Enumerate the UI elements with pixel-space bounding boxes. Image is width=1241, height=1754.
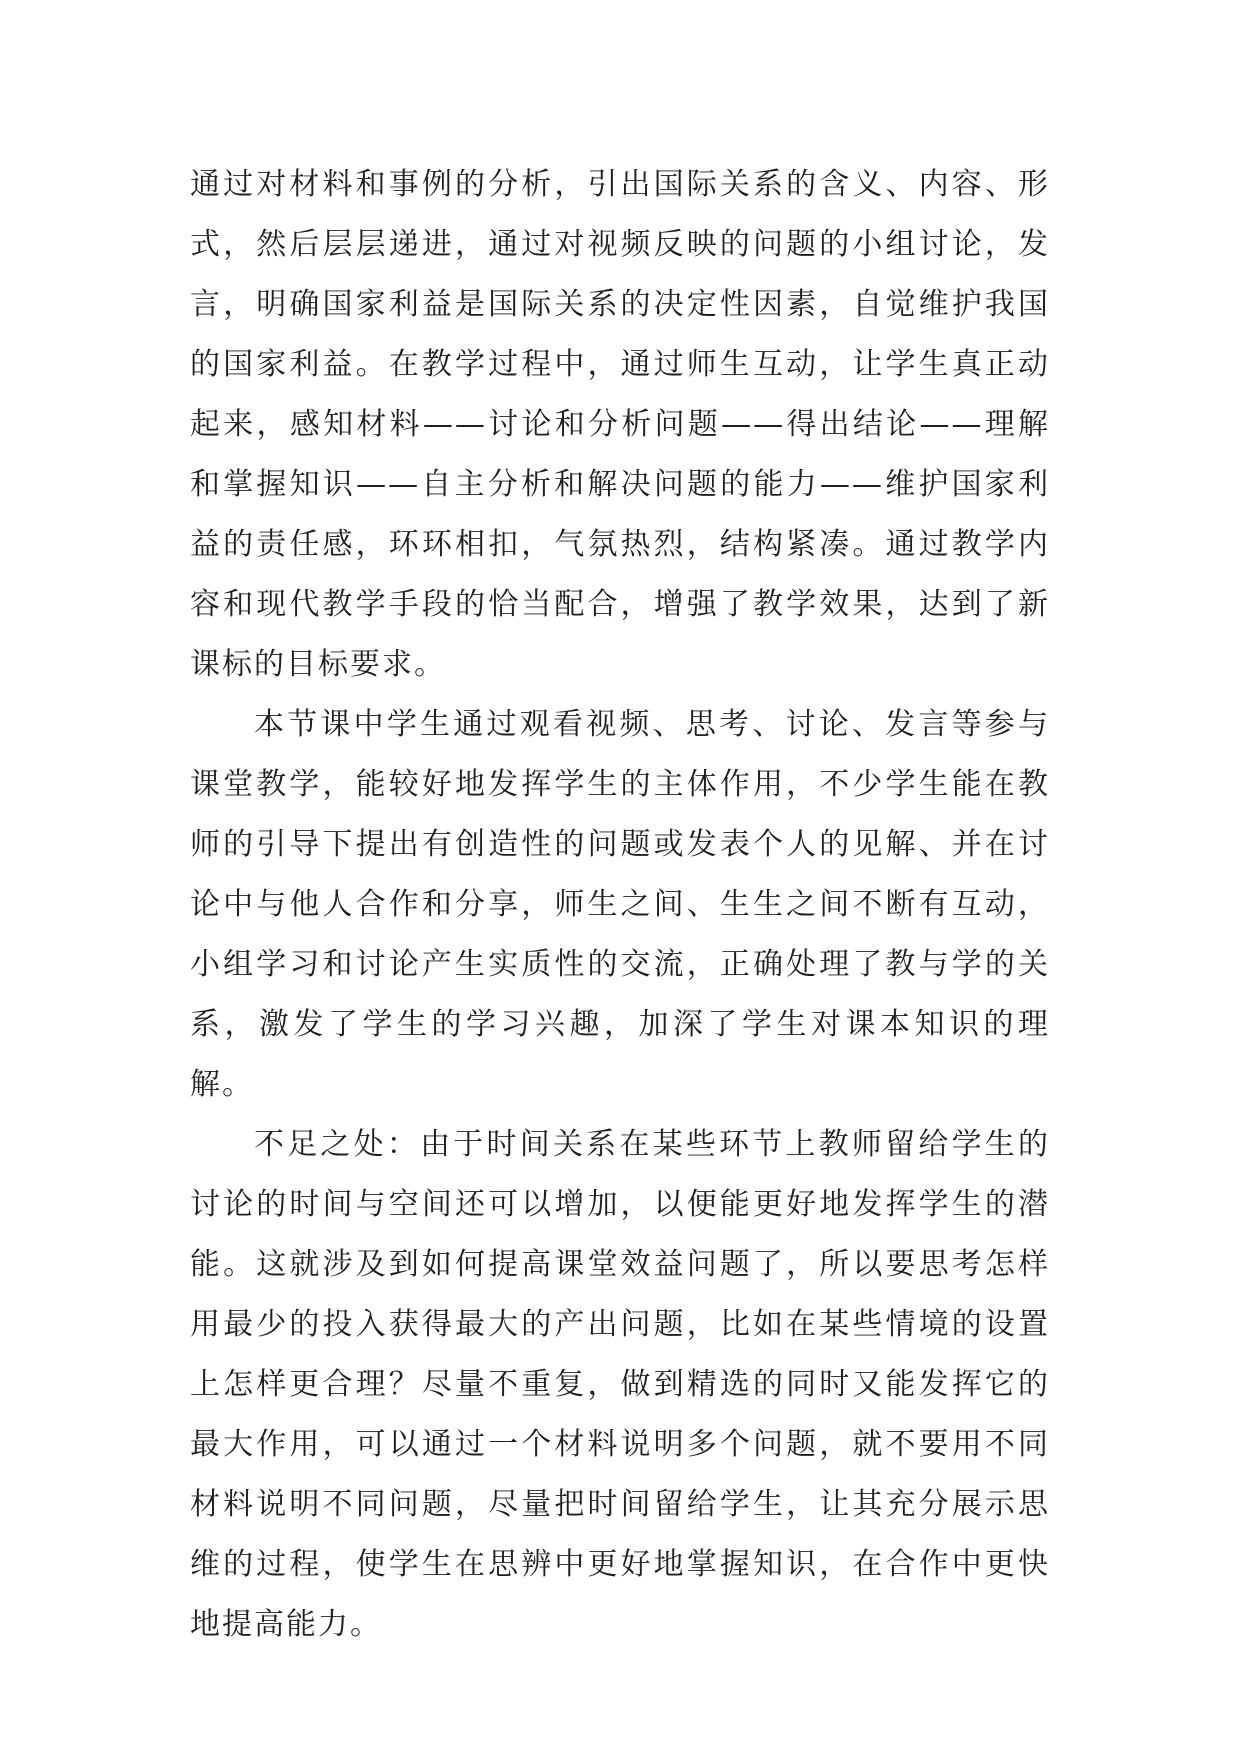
paragraph-2: 本节课中学生通过观看视频、思考、讨论、发言等参与课堂教学，能较好地发挥学生的主体作用，不少学生能在教师的引导下提出有创造性的问题或发表个人的见解、并在讨论中与他人合作和分享，师生之间、生生之间不断有互动，小组学习和讨论产生实质性的交流，正确处理了教与学的关系，激发了学生的学习兴趣，加深了学生对课本知识的理解。 <box>190 707 1050 1102</box>
paragraph-1: 通过对材料和事例的分析，引出国际关系的含义、内容、形式，然后层层递进，通过对视频反映的问题的小组讨论，发言，明确国家利益是国际关系的决定性因素，自觉维护我国的国家利益。在教学过程中，通过师生互动，让学生真正动起来，感知材料——讨论和分析问题——得出结论——理解和掌握知识——自主分析和解决问题的能力——维护国家利益的责任感，环环相扣，气氛热烈，结构紧凑。通过教学内容和现代教学手段的恰当配合，增强了教学效果，达到了新课标的目标要求。 <box>190 167 1050 682</box>
paragraph-3: 不足之处：由于时间关系在某些环节上教师留给学生的讨论的时间与空间还可以增加，以便能更好地发挥学生的潜能。这就涉及到如何提高课堂效益问题了，所以要思考怎样用最少的投入获得最大的产出问题，比如在某些情境的设置上怎样更合理？尽量不重复，做到精选的同时又能发挥它的最大作用，可以通过一个材料说明多个问题，就不要用不同材料说明不同问题，尽量把时间留给学生，让其充分展示思维的过程，使学生在思辨中更好地掌握知识，在合作中更快地提高能力。 <box>190 1127 1050 1642</box>
document-body <box>190 155 1050 1655</box>
